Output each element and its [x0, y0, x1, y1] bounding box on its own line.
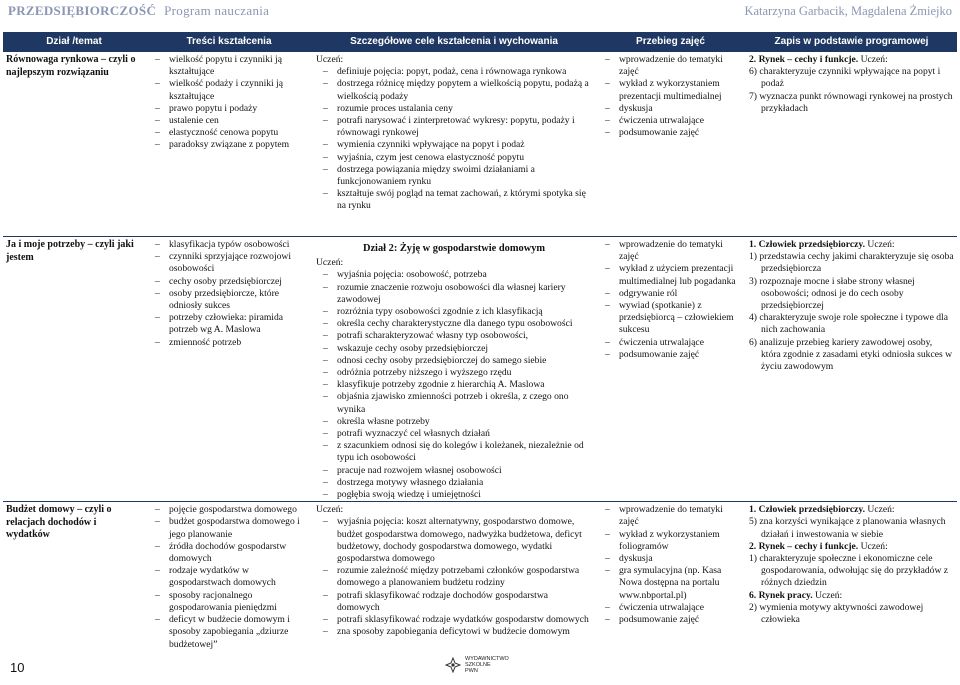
list-item: – klasyfikuje potrzeby zgodnie z hierarchią A. Maslowa: [316, 379, 592, 391]
list-item: – ćwiczenia utrwalające: [598, 115, 743, 127]
curriculum-text: 1) przedstawia cechy jakimi charakteryzuje się osoba przedsiębiorcza: [749, 251, 954, 275]
course-list: [598, 504, 743, 626]
curriculum-text: 7) wyznacza punkt równowagi rynkowej na prostych przykładach: [749, 90, 953, 114]
curriculum-line: [749, 54, 954, 66]
curriculum-text: Uczeń:: [865, 239, 895, 250]
list-item: – odgrywanie ról: [598, 288, 743, 300]
list-item: – prawo popytu i podaży: [148, 103, 310, 115]
list-item: – wielkość podaży i czynniki ją kształtujące: [148, 78, 310, 102]
curriculum-line: [749, 276, 954, 313]
list-item: – rozumie znaczenie rozwoju osobowości dla własnej kariery zawodowej: [316, 282, 592, 306]
list-item: – z szacunkiem odnosi się do kolegów i koleżanek, niezależnie od typu ich osobowości: [316, 440, 592, 464]
list-item: – potrafi narysować i zinterpretować wykresy: popytu, podaży i równowagi rynkowej: [316, 115, 592, 139]
list-item: – podsumowanie zajęć: [598, 349, 743, 361]
content-cell: [145, 237, 313, 502]
brand-title: PRZEDSIĘBIORCZOŚĆ: [8, 3, 157, 18]
list-item: – określa własne potrzeby: [316, 416, 592, 428]
list-item: – podsumowanie zajęć: [598, 614, 743, 626]
list-item: – cechy osoby przedsiębiorczej: [148, 276, 310, 288]
list-item: – wprowadzenie do tematyki zajęć: [598, 504, 743, 528]
content-cell: [145, 52, 313, 237]
list-item: – wykład z użyciem prezentacji multimedialnej lub pogadanka: [598, 263, 743, 287]
publisher-logo-icon: [445, 657, 461, 673]
curriculum-text: 6) analizuje przebieg kariery zawodowej osoby, która zgodnie z zasadami etyki odniosła sukces w życiu zawodowym: [749, 336, 953, 373]
curriculum-table: [3, 32, 957, 685]
list-item: – potrafi sklasyfikować rodzaje wydatków gospodarstw domowych: [316, 614, 592, 626]
list-item: – rozumie proces ustalania ceny: [316, 103, 592, 115]
curriculum-text: 4) charakteryzuje swoje role społeczne i typowe dla nich zachowania: [749, 312, 948, 336]
topic-title: Budżet domowy – czyli o relacjach dochodów i wydatków: [6, 504, 112, 541]
list-item: – dostrzega powiązania między swoimi działaniami a funkcjonowaniem rynku: [316, 164, 592, 188]
list-item: – odnosi cechy osoby przedsiębiorczej do samego siebie: [316, 355, 592, 367]
list-item: – objaśnia zjawisko zmienności potrzeb i określa, z czego ono wynika: [316, 391, 592, 415]
list-item: – osoby przedsiębiorcze, które odniosły sukces: [148, 288, 310, 312]
list-item: – pojęcie gospodarstwa domowego: [148, 504, 310, 516]
list-item: – sposoby racjonalnego gospodarowania pieniędzmi: [148, 590, 310, 614]
list-item: – ćwiczenia utrwalające: [598, 602, 743, 614]
list-item: – wyjaśnia pojęcia: koszt alternatywny, gospodarstwo domowe, budżet gospodarstwa domowego, nadwyżka budżetowa, deficyt budżetowy, dochody gospodarstwa domowego, wydatki gospodarstwa domowego: [316, 516, 592, 565]
goals-list: [316, 66, 592, 212]
list-item: – potrafi scharakteryzować własny typ osobowości,: [316, 330, 592, 342]
list-item: – dostrzega różnicę między popytem a wielkością popytu, podażą a wielkością podaży: [316, 78, 592, 102]
list-item: – kształtuje swój pogląd na temat zachowań, z którymi spotyka się na rynku: [316, 188, 592, 212]
course-list: [598, 54, 743, 139]
list-item: – wyjaśnia pojęcia: osobowość, potrzeba: [316, 269, 592, 281]
curriculum-heading: 6. Rynek pracy.: [749, 589, 813, 601]
goals-cell: [313, 52, 595, 237]
topic-cell: [3, 52, 145, 237]
list-item: – wyjaśnia, czym jest cenowa elastyczność popytu: [316, 152, 592, 164]
brand: [8, 3, 269, 19]
authors: Katarzyna Garbacik, Magdalena Żmiejko: [744, 3, 952, 18]
list-item: – czynniki sprzyjające rozwojowi osobowości: [148, 251, 310, 275]
curriculum-line: [749, 251, 954, 275]
list-item: – źródła dochodów gospodarstw domowych: [148, 541, 310, 565]
column-header-course: Przebieg zajęć: [595, 32, 746, 52]
list-item: – dostrzega motywy własnego działania: [316, 477, 592, 489]
curriculum-cell: [746, 52, 957, 237]
curriculum-heading: 1. Człowiek przedsiębiorczy.: [749, 239, 865, 250]
topic-title: Ja i moje potrzeby – czyli jaki jestem: [6, 239, 134, 263]
list-item: – gra symulacyjna (np. Kasa Nowa dostępna na portalu www.nbportal.pl): [598, 565, 743, 602]
goals-list: [316, 269, 592, 501]
brand-subtitle: Program nauczania: [164, 3, 270, 18]
course-cell: [595, 502, 746, 685]
page-number: 10: [10, 660, 25, 675]
list-item: – wymienia czynniki wpływające na popyt i podaż: [316, 139, 592, 151]
curriculum-text: 1) charakteryzuje społeczne i ekonomiczne cele gospodarowania, odwołując się do przykładów z różnych dziedzin: [749, 553, 949, 589]
content-list: [148, 504, 310, 650]
list-item: – wskazuje cechy osoby przedsiębiorczej: [316, 343, 592, 355]
column-header-content: Treści kształcenia: [145, 32, 313, 52]
list-item: – budżet gospodarstwa domowego i jego planowanie: [148, 516, 310, 540]
list-item: – potrafi wyznaczyć cel własnych działań: [316, 428, 592, 440]
curriculum-text: Uczeń:: [858, 540, 888, 552]
curriculum-line: [749, 590, 954, 602]
content-cell: [145, 502, 313, 685]
list-item: – zmienność potrzeb: [148, 337, 310, 349]
curriculum-line: [749, 337, 954, 374]
topic-cell: [3, 502, 145, 685]
list-item: – ustalenie cen: [148, 115, 310, 127]
curriculum-line: [749, 66, 954, 90]
list-item: – definiuje pojęcia: popyt, podaż, cena i równowaga rynkowa: [316, 66, 592, 78]
curriculum-line: [749, 312, 954, 336]
table-row: [3, 52, 957, 237]
curriculum-line: [749, 91, 954, 115]
column-header-goals: Szczegółowe cele kształcenia i wychowania: [313, 32, 595, 52]
curriculum-heading: 2. Rynek – cechy i funkcje.: [749, 54, 859, 65]
list-item: – potrafi sklasyfikować rodzaje dochodów gospodarstwa domowych: [316, 590, 592, 614]
curriculum-text: Uczeń:: [812, 589, 843, 601]
curriculum-heading: 1. Człowiek przedsiębiorczy.: [749, 504, 865, 516]
curriculum-text: 3) rozpoznaje mocne i słabe strony własnej osobowości; odnosi je do cech osoby przedsiębiorczej: [749, 275, 915, 312]
content-list: [148, 54, 310, 152]
publisher-logo: [445, 656, 509, 674]
curriculum-text: 6) charakteryzuje czynniki wpływające na popyt i podaż: [749, 66, 941, 90]
curriculum-line: [749, 553, 954, 590]
goals-list: [316, 516, 592, 638]
list-item: – wprowadzenie do tematyki zajęć: [598, 54, 743, 78]
curriculum-line: [749, 504, 954, 516]
curriculum-line: [749, 239, 954, 251]
column-header-curriculum: Zapis w podstawie programowej: [746, 32, 957, 52]
goals-cell: [313, 237, 595, 502]
list-item: – deficyt w budżecie domowym i sposoby zapobiegania „dziurze budżetowej”: [148, 614, 310, 651]
list-item: – wywiad (spotkanie) z przedsiębiorcą – człowiekiem sukcesu: [598, 300, 743, 337]
publisher-logo-text: WYDAWNICTWO SZKOLNE PWN: [465, 656, 509, 674]
list-item: – rozróżnia typy osobowości zgodnie z ich klasyfikacją: [316, 306, 592, 318]
curriculum-line: [749, 516, 954, 540]
course-cell: [595, 237, 746, 502]
curriculum-line: [749, 541, 954, 553]
list-item: – dyskusja: [598, 103, 743, 115]
topic-cell: [3, 237, 145, 502]
list-item: – wprowadzenie do tematyki zajęć: [598, 239, 743, 263]
curriculum-text: Uczeń:: [858, 54, 888, 65]
list-item: – klasyfikacja typów osobowości: [148, 239, 310, 251]
list-item: – wykład z wykorzystaniem foliogramów: [598, 529, 743, 553]
content-list: [148, 239, 310, 349]
goals-lead: Uczeń:: [316, 257, 344, 269]
section-heading: Dział 2: Żyję w gospodarstwie domowym: [362, 243, 546, 254]
column-header-topic: Dział /temat: [3, 32, 145, 52]
top-bar: [0, 0, 960, 22]
list-item: – zna sposoby zapobiegania deficytowi w budżecie domowym: [316, 626, 592, 638]
curriculum-text: 2) wymienia motywy aktywności zawodowej człowieka: [749, 601, 924, 626]
curriculum-line: [749, 602, 954, 626]
curriculum-text: 5) zna korzyści wynikające z planowania własnych działań i inwestowania w siebie: [749, 516, 946, 540]
list-item: – pracuje nad rozwojem własnej osobowości: [316, 465, 592, 477]
list-item: – potrzeby człowieka: piramida potrzeb wg A. Maslowa: [148, 312, 310, 336]
list-item: – odróżnia potrzeby niższego i wyższego rzędu: [316, 367, 592, 379]
curriculum-text: Uczeń:: [865, 504, 895, 516]
list-item: – określa cechy charakterystyczne dla danego typu osobowości: [316, 318, 592, 330]
list-item: – dyskusja: [598, 553, 743, 565]
list-item: – wykład z wykorzystaniem prezentacji multimedialnej: [598, 78, 743, 102]
goals-lead: Uczeń:: [316, 54, 344, 65]
topic-title: Równowaga rynkowa – czyli o najlepszym rozwiązaniu: [6, 54, 136, 78]
goals-lead: Uczeń:: [316, 504, 344, 516]
course-list: [598, 239, 743, 361]
list-item: – elastyczność cenowa popytu: [148, 127, 310, 139]
list-item: – wielkość popytu i czynniki ją kształtujące: [148, 54, 310, 78]
list-item: – rodzaje wydatków w gospodarstwach domowych: [148, 565, 310, 589]
table-row: [3, 237, 957, 502]
curriculum-cell: [746, 502, 957, 685]
curriculum-cell: [746, 237, 957, 502]
curriculum-heading: 2. Rynek – cechy i funkcje.: [749, 540, 859, 552]
list-item: – ćwiczenia utrwalające: [598, 337, 743, 349]
table-header-row: [3, 32, 957, 52]
list-item: – paradoksy związane z popytem: [148, 139, 310, 151]
course-cell: [595, 52, 746, 237]
list-item: – pogłębia swoją wiedzę i umiejętności: [316, 489, 592, 501]
list-item: – rozumie zależność między potrzebami członków gospodarstwa domowego a planowaniem budżetu rodziny: [316, 565, 592, 589]
list-item: – podsumowanie zajęć: [598, 127, 743, 139]
